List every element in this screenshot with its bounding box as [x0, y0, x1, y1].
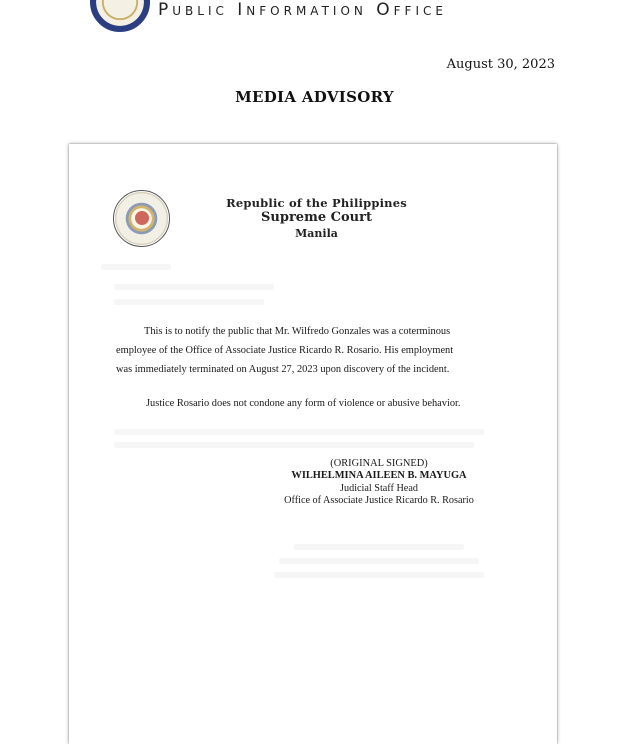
signatory-office: Office of Associate Justice Ricardo R. Rosario	[284, 495, 474, 506]
office-name: Public Information Office	[158, 0, 447, 20]
signatory-position: Judicial Staff Head	[340, 483, 418, 494]
advisory-title: MEDIA ADVISORY	[235, 88, 394, 106]
advisory-date: August 30, 2023	[446, 57, 555, 72]
signature-status: (ORIGINAL SIGNED)	[330, 458, 428, 469]
court-header-republic: Republic of the Philippines	[226, 196, 407, 210]
notice-line-2: employee of the Office of Associate Justice Ricardo R. Rosario. His employment	[116, 345, 454, 356]
bleed-through-mark	[114, 429, 484, 435]
notice-paragraph	[116, 322, 496, 379]
bleed-through-mark	[114, 442, 474, 448]
statement-paragraph: Justice Rosario does not condone any form of violence or abusive behavior.	[146, 398, 461, 409]
supreme-court-seal	[113, 190, 170, 247]
signatory-name: WILHELMINA AILEEN B. MAYUGA	[291, 470, 467, 481]
bleed-through-mark	[114, 284, 274, 290]
supreme-court-seal-top	[90, 0, 150, 32]
court-header-manila: Manila	[295, 227, 338, 240]
court-header-supreme-court: Supreme Court	[261, 210, 372, 225]
scanned-document	[69, 144, 557, 744]
bleed-through-mark	[294, 544, 464, 550]
notice-line-3: was immediately terminated on August 27, 2023 upon discovery of the incident.	[116, 364, 450, 375]
bleed-through-mark	[101, 264, 171, 270]
bleed-through-mark	[114, 299, 264, 305]
notice-line-1: This is to notify the public that Mr. Wilfredo Gonzales was a coterminous	[144, 326, 451, 337]
bleed-through-mark	[274, 572, 484, 578]
bleed-through-mark	[279, 558, 479, 564]
